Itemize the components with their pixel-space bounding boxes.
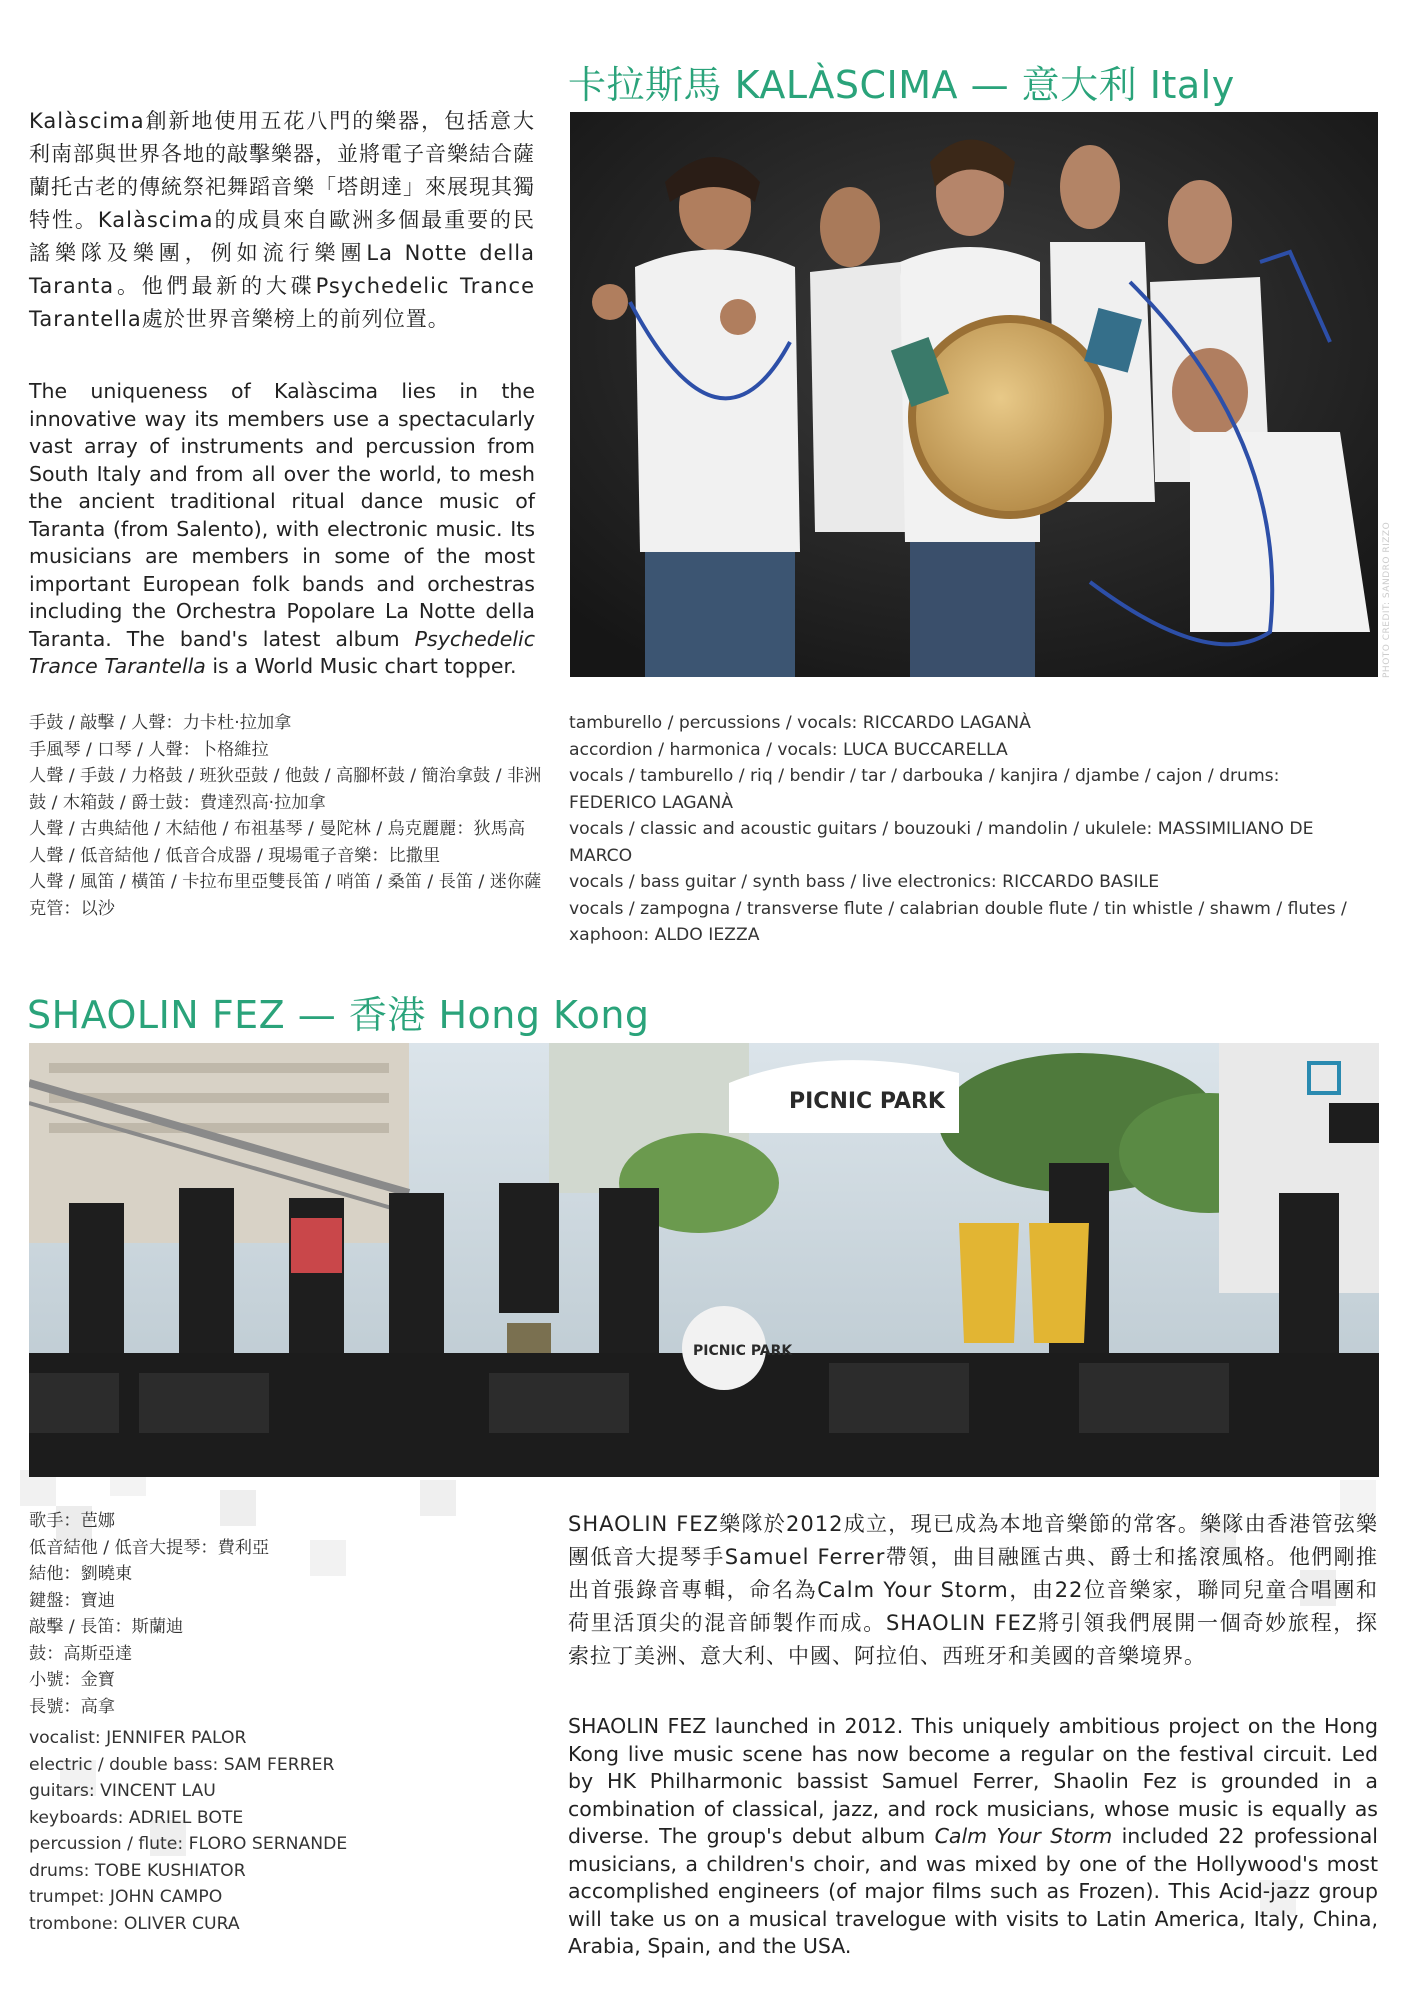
kalascima-chinese-description: Kalàscima創新地使用五花八門的樂器，包括意大利南部與世界各地的敲擊樂器，並將電子音樂結合薩蘭托古老的傳統祭祀舞蹈音樂「塔朗達」來展現其獨特性。Kalàscima的成員來自歐洲多個最重要的民謠樂隊及樂團，例如流行樂團La Notte della Taranta。他們最新的大碟Psychedelic Trance Tarantella處於世界音樂榜上的前列位置。 (29, 109, 535, 331)
kalascima-album-title: Psychedelic Trance Tarantella (29, 626, 535, 678)
kalascima-photo-credit: PHOTO CREDIT: SANDRO RIZZO (1382, 521, 1392, 678)
shaolin-band-photo (29, 1043, 1379, 1477)
member-line-zh: 人聲 / 風笛 / 橫笛 / 卡拉布里亞雙長笛 / 哨笛 / 桑笛 / 長笛 / 迷你薩克管：以沙 (29, 872, 542, 919)
member-line-en: vocals / zampogna / transverse flute / calabrian double flute / tin whistle / shawm / flutes / xaphoon: ALDO IEZZA (569, 898, 1347, 945)
member-line-en: drums: TOBE KUSHIATOR (29, 1860, 246, 1881)
shaolin-desc-part1: SHAOLIN FEZ launched in 2012. This uniquely ambitious project on the Hong Kong live music scene has now become a regular on the festival circuit. Led by HK Philharmonic bassist Samuel Ferrer, Shaolin Fez is grounded in a combination of classical, jazz, and rock musicians, whose music is equally as diverse. The group's debut album (568, 1714, 1378, 1848)
member-line-zh: 鍵盤：寶迪 (29, 1590, 115, 1611)
shaolin-album-title: Calm Your Storm (934, 1824, 1113, 1848)
shaolin-members-chinese (29, 1508, 509, 1720)
shaolin-chinese-description: SHAOLIN FEZ樂隊於2012成立，現已成為本地音樂節的常客。樂隊由香港管弦樂團低音大提琴手Samuel Ferrer帶領，曲目融匯古典、爵士和搖滾風格。他們剛推出首張錄音專輯，命名為Calm Your Storm，由22位音樂家，聯同兒童合唱團和荷里活頂尖的混音師製作而成。SHAOLIN FEZ將引領我們展開一個奇妙旅程，探索拉丁美洲、意大利、中國、阿拉伯、西班牙和美國的音樂境界。 (568, 1512, 1378, 1668)
member-line-zh: 手鼓 / 敲擊 / 人聲：力卡杜‧拉加拿 (29, 713, 292, 733)
shaolin-desc-part2: included 22 professional musicians, a children's choir, and was mixed by one of the Hollywood's most accomplished engineers (of major films such as Frozen). This Acid-jazz group will take us on a musical travelogue with visits to Latin America, Italy, China, Arabia, Spain, and the USA. (568, 1824, 1378, 1958)
member-line-zh: 歌手：芭娜 (29, 1511, 115, 1531)
member-line-en: tamburello / percussions / vocals: RICCARDO LAGANÀ (569, 713, 1031, 733)
stage-banner-text: PICNIC PARK (789, 1089, 945, 1114)
kalascima-band-photo (570, 112, 1378, 677)
member-line-zh: 長號：高拿 (29, 1696, 115, 1717)
member-line-en: vocals / bass guitar / synth bass / live electronics: RICCARDO BASILE (569, 872, 1160, 892)
member-line-en: vocals / tamburello / riq / bendir / tar / darbouka / kanjira / djambe / cajon / drums: FEDERICO LAGANÀ (569, 766, 1280, 813)
member-line-en: guitars: VINCENT LAU (29, 1781, 216, 1801)
drum-logo-text: PICNIC PARK (693, 1343, 793, 1359)
member-line-en: electric / double bass: SAM FERRER (29, 1754, 335, 1775)
shaolin-heading: SHAOLIN FEZ — 香港 Hong Kong (27, 993, 650, 1037)
member-line-en: vocalist: JENNIFER PALOR (29, 1728, 247, 1748)
member-line-zh: 人聲 / 手鼓 / 力格鼓 / 班狄亞鼓 / 他鼓 / 高腳杯鼓 / 簡治拿鼓 / 非洲鼓 / 木箱鼓 / 爵士鼓：費達烈高‧拉加拿 (29, 766, 542, 813)
member-line-en: trombone: OLIVER CURA (29, 1913, 240, 1934)
shaolin-english-description (568, 1713, 1378, 1961)
member-line-en: keyboards: ADRIEL BOTE (29, 1807, 244, 1828)
member-line-en: trumpet: JOHN CAMPO (29, 1887, 223, 1907)
kalascima-desc-part2: is a World Music chart topper. (205, 654, 517, 678)
member-line-zh: 鼓：高斯亞達 (29, 1643, 133, 1664)
kalascima-english-description (29, 378, 535, 681)
member-line-en: accordion / harmonica / vocals: LUCA BUCCARELLA (569, 739, 1008, 760)
member-line-zh: 人聲 / 古典結他 / 木結他 / 布祖基琴 / 曼陀林 / 烏克麗麗：狄馬高 (29, 819, 526, 839)
kalascima-members-english (569, 710, 1359, 949)
member-line-en: vocals / classic and acoustic guitars / bouzouki / mandolin / ukulele: MASSIMILIANO DE MARCO (569, 819, 1314, 866)
member-line-zh: 手風琴 / 口琴 / 人聲：卜格維拉 (29, 739, 269, 760)
kalascima-heading: 卡拉斯馬 KALÀSCIMA — 意大利 Italy (568, 63, 1235, 107)
member-line-zh: 人聲 / 低音結他 / 低音合成器 / 現場電子音樂：比撒里 (29, 845, 441, 866)
member-line-en: percussion / flute: FLORO SERNANDE (29, 1834, 348, 1854)
member-line-zh: 低音結他 / 低音大提琴：費利亞 (29, 1537, 270, 1558)
shaolin-members-english (29, 1725, 509, 1937)
kalascima-desc-part1: The uniqueness of Kalàscima lies in the innovative way its members use a spectacularly vast array of instruments and percussion from South Italy and from all over the world, to mesh the ancient traditional ritual dance music of Taranta (from Salento), with electronic music. Its musicians are members in some of the most important European folk bands and orchestras including the Orchestra Popolare La Notte della Taranta. The band's latest album (29, 379, 535, 651)
kalascima-members-chinese (29, 710, 544, 922)
member-line-zh: 小號：金寶 (29, 1670, 115, 1690)
member-line-zh: 結他：劉曉東 (29, 1564, 133, 1584)
member-line-zh: 敲擊 / 長笛：斯蘭迪 (29, 1617, 184, 1637)
